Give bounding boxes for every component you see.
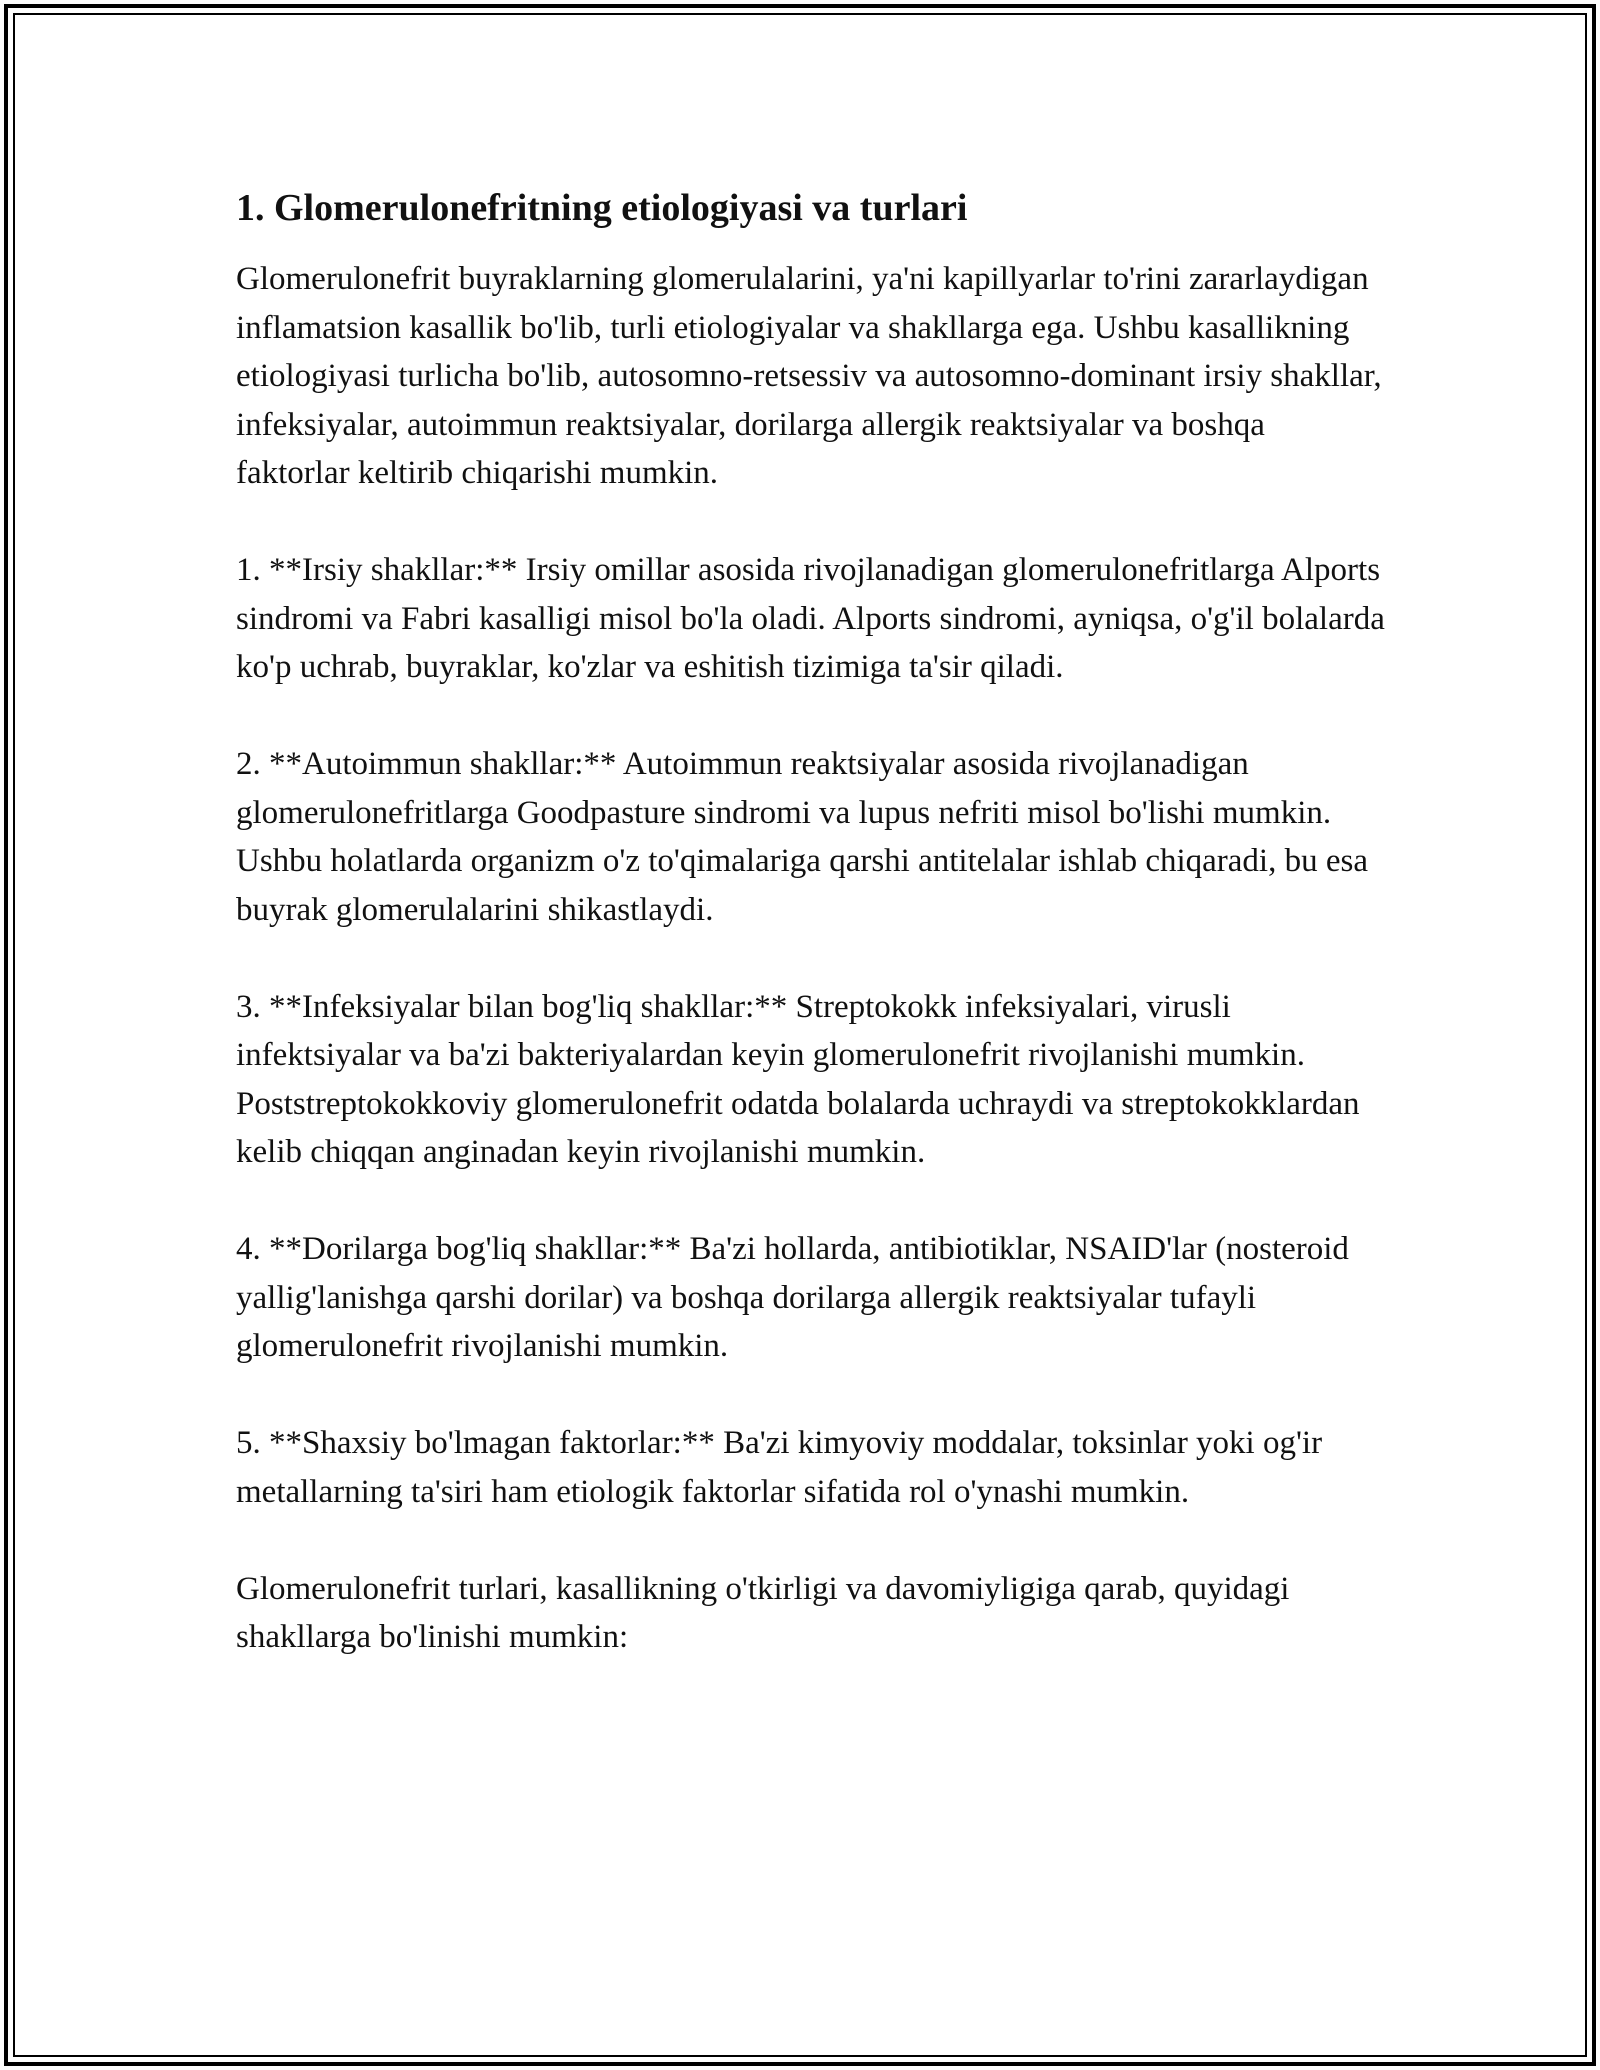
autoimmune-forms-paragraph: 2. **Autoimmun shakllar:** Autoimmun reaktsiyalar asosida rivojlanadigan glomerulonefritlarga Goodpasture sindromi va lupus nefriti misol bo'lishi mumkin. Ushbu holatlarda organizm o'z to'qimalariga qarshi antitelalar ishlab chiqaradi, bu esa buyrak glomerulalarini shikastlaydi. xyxy=(236,746,1368,928)
section-heading: 1. Glomerulonefritning etiologiyasi va turlari xyxy=(236,187,968,229)
nonpersonal-factors-paragraph: 5. **Shaxsiy bo'lmagan faktorlar:** Ba'zi kimyoviy moddalar, toksinlar yoki og'ir metallarning ta'siri ham etiologik faktorlar sifatida rol o'ynashi mumkin. xyxy=(236,1425,1323,1510)
infection-forms-paragraph: 3. **Infeksiyalar bilan bog'liq shakllar:** Streptokokk infeksiyalari, virusli infektsiyalar va ba'zi bakteriyalardan keyin glomerulonefrit rivojlanishi mumkin. Poststreptokokkoviy glomerulonefrit odatda bolalarda uchraydi va streptokokklardan kelib chiqqan anginadan keyin rivojlanishi mumkin. xyxy=(236,988,1360,1171)
hereditary-forms-paragraph: 1. **Irsiy shakllar:** Irsiy omillar asosida rivojlanadigan glomerulonefritlarga Alports sindromi va Fabri kasalligi misol bo'la oladi. Alports sindromi, ayniqsa, o'g'il bolalarda ko'p uchrab, buyraklar, ko'zlar va eshitish tizimiga ta'sir qiladi. xyxy=(236,552,1385,686)
drug-forms-paragraph: 4. **Dorilarga bog'liq shakllar:** Ba'zi hollarda, antibiotiklar, NSAID'lar (nosteroid yallig'lanishga qarshi dorilar) va boshqa dorilarga allergik reaktsiyalar tufayli glomerulonefrit rivojlanishi mumkin. xyxy=(236,1231,1349,1365)
intro-paragraph: Glomerulonefrit buyraklarning glomerulalarini, ya'ni kapillyarlar to'rini zararlaydigan inflamatsion kasallik bo'lib, turli etiologiyalar va shakllarga ega. Ushbu kasallikning etiologiyasi turlicha bo'lib, autosomno-retsessiv va autosomno-dominant irsiy shakllar, infeksiyalar, autoimmun reaktsiyalar, dorilarga allergik reaktsiyalar va boshqa faktorlar keltirib chiqarishi mumkin. xyxy=(236,261,1382,492)
types-intro-paragraph: Glomerulonefrit turlari, kasallikning o'tkirligi va davomiyligiga qarab, quyidagi shakllarga bo'linishi mumkin: xyxy=(236,1570,1290,1656)
document-body xyxy=(236,184,1386,1710)
